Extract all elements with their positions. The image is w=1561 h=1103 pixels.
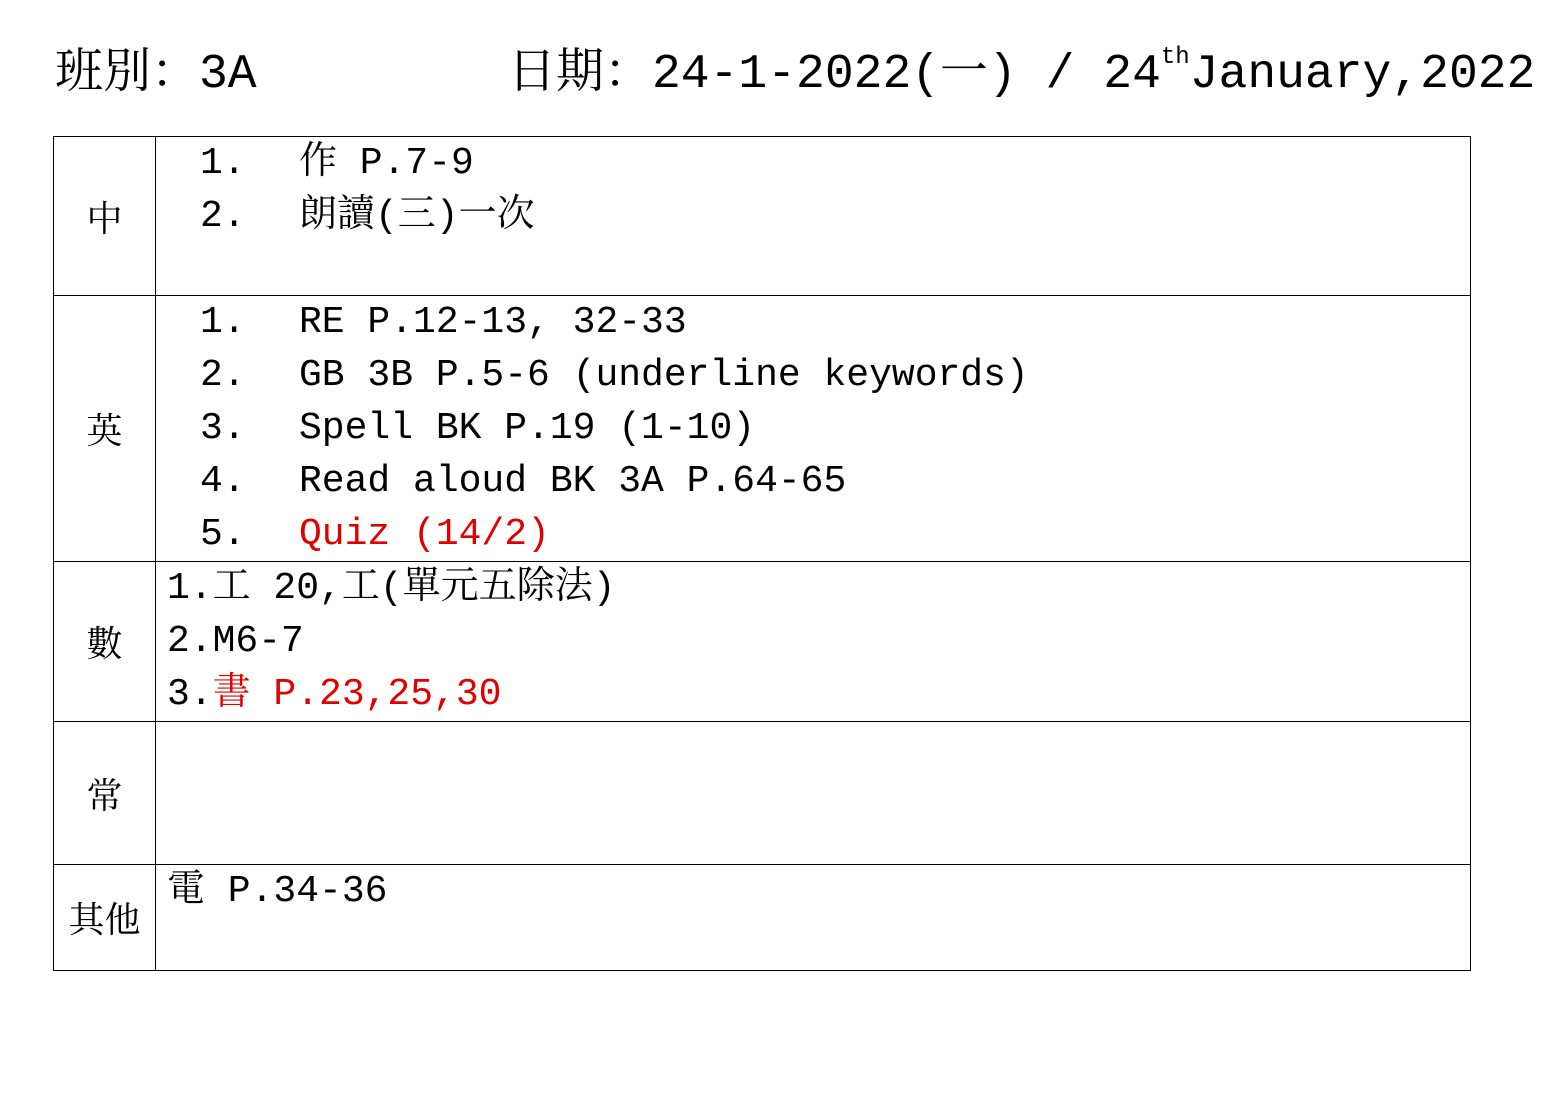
list-item [200, 508, 1470, 561]
subject-chinese: 中 [54, 137, 156, 296]
date-label [508, 40, 1535, 110]
list-item [167, 615, 1470, 668]
item-number: 3. [200, 407, 246, 450]
item-number: 1. [167, 567, 213, 610]
list-item [167, 562, 1470, 615]
subject-english: 英 [54, 296, 156, 562]
list-item [200, 349, 1470, 402]
row-math [54, 562, 1471, 722]
item-number: 2. [200, 354, 246, 397]
item-text: Spell BK P.19 (1-10) [299, 407, 756, 450]
homework-table [53, 136, 1471, 971]
item-number: 5. [200, 513, 246, 556]
item-text: Read aloud BK 3A P.64-65 [299, 460, 847, 503]
row-chinese [54, 137, 1471, 296]
item-text: 朗讀(三)一次 [299, 195, 535, 238]
list-item [200, 402, 1470, 455]
list-item [200, 296, 1470, 349]
item-number: 2. [200, 195, 246, 238]
subject-math: 數 [54, 562, 156, 722]
item-text: 工 20,工(單元五除法) [212, 567, 616, 610]
other-content [156, 865, 1471, 971]
row-general-studies [54, 722, 1471, 865]
row-other [54, 865, 1471, 971]
list-item [200, 455, 1470, 508]
english-content [156, 296, 1471, 562]
item-number: 2. [167, 620, 213, 663]
item-number: 4. [200, 460, 246, 503]
subject-other: 其他 [54, 865, 156, 971]
list-item: 電 P.34-36 [167, 870, 388, 913]
item-text: RE P.12-13, 32-33 [299, 301, 687, 344]
row-english [54, 296, 1471, 562]
item-text: 作 P.7-9 [299, 142, 474, 185]
item-number: 1. [200, 301, 246, 344]
item-text-highlighted: 書 P.23,25,30 [212, 673, 502, 716]
header [0, 40, 1561, 110]
general-studies-content [156, 722, 1471, 865]
math-content [156, 562, 1471, 722]
item-text: M6-7 [212, 620, 304, 663]
item-number: 3. [167, 673, 213, 716]
list-item [167, 668, 1470, 721]
chinese-content [156, 137, 1471, 296]
item-text: GB 3B P.5-6 (underline keywords) [299, 354, 1029, 397]
list-item [200, 137, 1470, 190]
list-item [200, 190, 1470, 243]
class-label: 班別：3A [55, 48, 257, 102]
date-text: 日期：24-1-2022(一) / 24 [508, 48, 1161, 102]
item-text-highlighted: Quiz (14/2) [299, 513, 550, 556]
item-number: 1. [200, 142, 246, 185]
date-english: January,2022 [1189, 48, 1536, 102]
date-ordinal-suffix: th [1160, 44, 1190, 71]
subject-general-studies: 常 [54, 722, 156, 865]
